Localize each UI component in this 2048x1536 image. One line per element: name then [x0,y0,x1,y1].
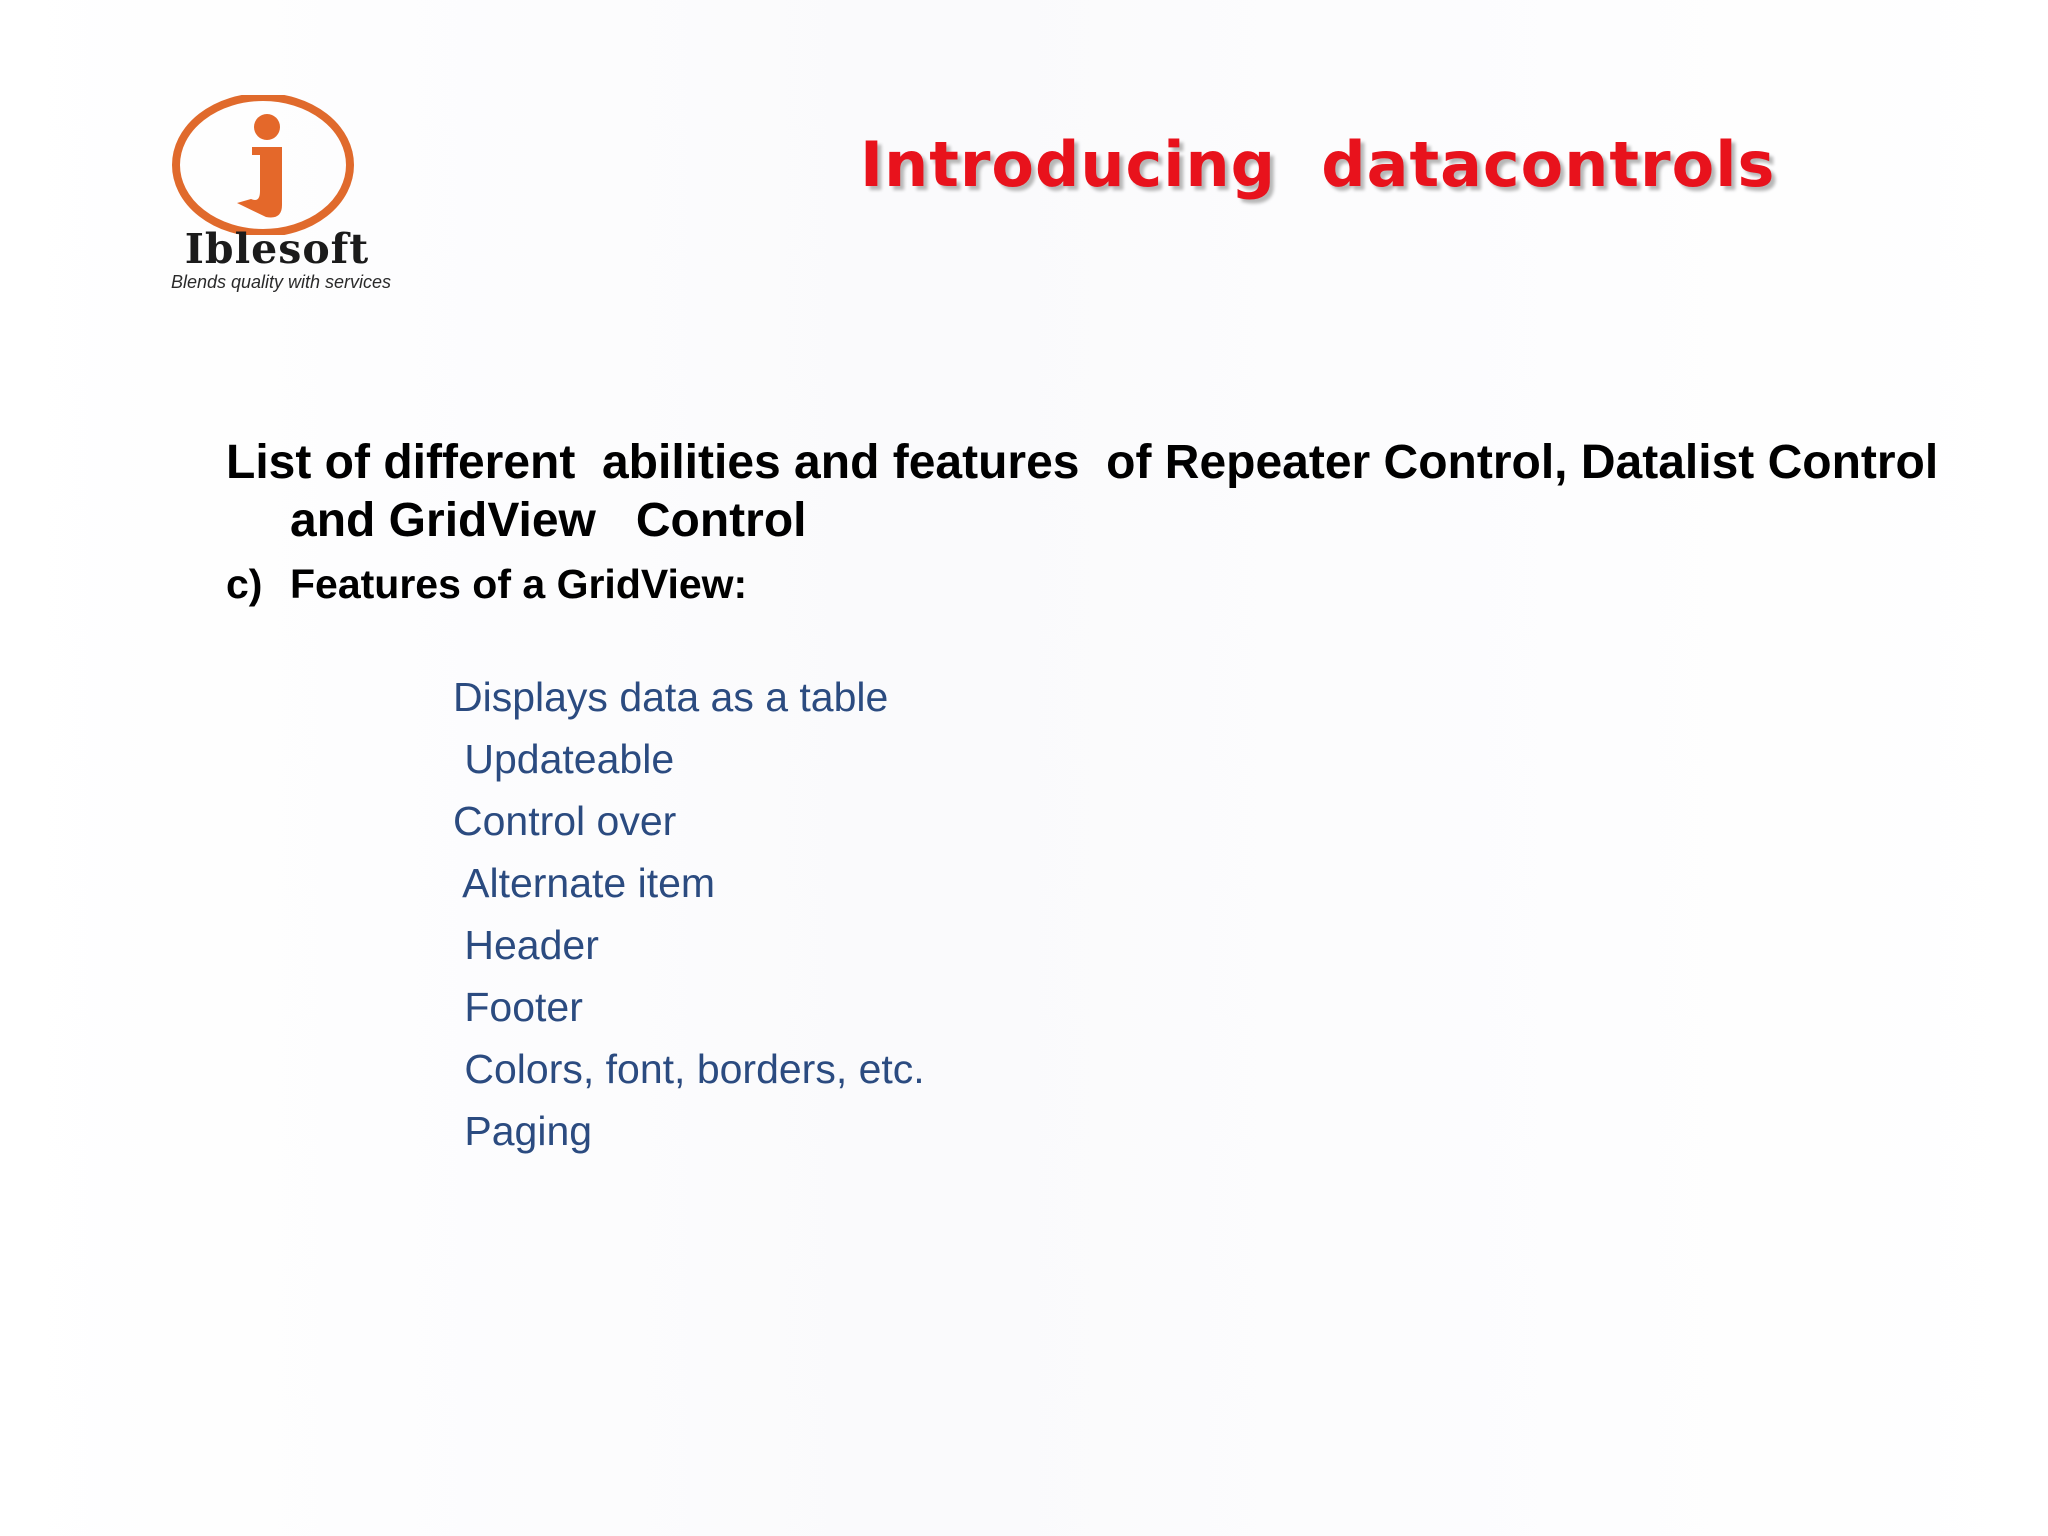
feature-item: Alternate item [453,860,716,906]
feature-item: Header [453,922,599,968]
logo-tagline: Blends quality with services [170,272,392,292]
section-subheading [226,560,747,608]
feature-item: Displays data as a table [453,674,889,720]
feature-list [453,666,925,1162]
slide-title: Introducing datacontrols [860,128,1776,201]
logo-name: Iblesoft [184,225,370,273]
subheading-text: Features of a GridView: [290,561,748,607]
feature-item: Control over [453,798,677,844]
subheading-marker: c) [226,561,263,607]
feature-item: Updateable [453,736,675,782]
feature-item: Colors, font, borders, etc. [453,1046,925,1092]
info-i-icon [100,95,450,235]
feature-item: Footer [453,984,583,1030]
company-logo [100,95,450,305]
feature-item: Paging [453,1108,593,1154]
slide-heading: List of different abilities and features of Repeater Control, Datalist Control and GridView Control [226,436,1952,547]
